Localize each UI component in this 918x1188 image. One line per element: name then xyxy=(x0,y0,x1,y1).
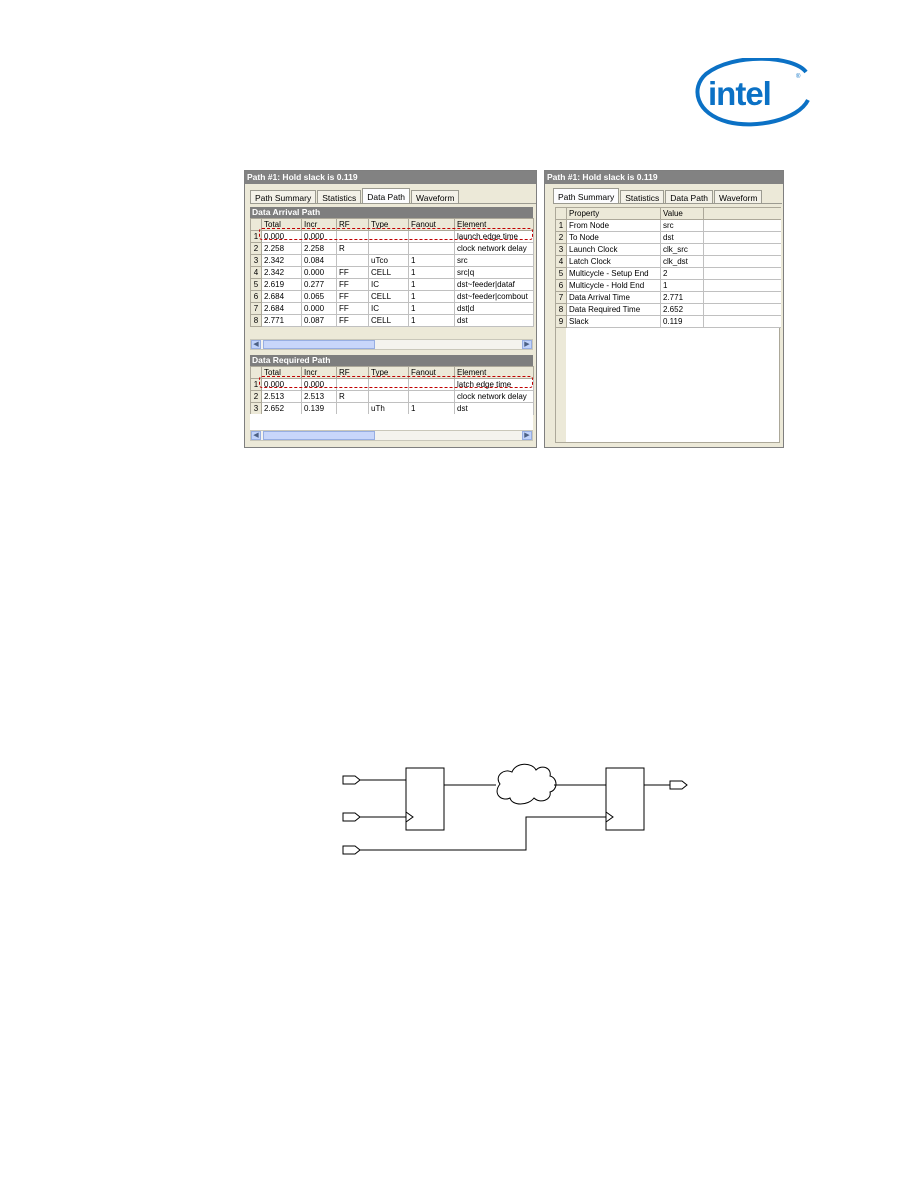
summary-row[interactable] xyxy=(556,280,781,292)
cell-element: latch edge time xyxy=(455,379,534,391)
summary-row[interactable] xyxy=(556,292,781,304)
latch-edge-highlight xyxy=(259,376,533,388)
tab-waveform[interactable]: Waveform xyxy=(411,190,459,204)
summary-row[interactable] xyxy=(556,256,781,268)
src-register xyxy=(406,768,444,830)
column-header-incr[interactable]: Incr xyxy=(302,367,337,379)
cell-blank xyxy=(704,280,781,292)
arrival-row[interactable] xyxy=(251,303,534,315)
cell-incr: 2.258 xyxy=(302,243,337,255)
row-number: 8 xyxy=(556,304,567,316)
cell-rf xyxy=(337,403,369,415)
arrival-row[interactable] xyxy=(251,267,534,279)
row-number: 1 xyxy=(251,231,262,243)
required-horizontal-scrollbar[interactable] xyxy=(250,430,533,441)
cell-type: uTh xyxy=(369,403,409,415)
cell-total: 2.619 xyxy=(262,279,302,291)
column-header-incr[interactable]: Incr xyxy=(302,219,337,231)
cell-element: dst~feeder|combout xyxy=(455,291,534,303)
cell-blank xyxy=(704,256,781,268)
row-number: 7 xyxy=(251,303,262,315)
cell-total: 2.771 xyxy=(262,315,302,327)
dst-register xyxy=(606,768,644,830)
row-number-header xyxy=(556,208,567,220)
cell-rf: R xyxy=(337,391,369,403)
circuit-diagram xyxy=(336,758,696,858)
cell-property: Launch Clock xyxy=(567,244,661,256)
cell-value: clk_dst xyxy=(661,256,704,268)
scroll-left-button[interactable]: ◀ xyxy=(251,431,261,440)
cell-rf: FF xyxy=(337,315,369,327)
cell-value: 1 xyxy=(661,280,704,292)
cell-type: IC xyxy=(369,279,409,291)
tab-data-path[interactable]: Data Path xyxy=(362,188,410,204)
cell-incr: 0.139 xyxy=(302,403,337,415)
cell-total: 2.342 xyxy=(262,267,302,279)
cell-fanout: 1 xyxy=(409,303,455,315)
cell-rf: FF xyxy=(337,267,369,279)
cell-total: 0.000 xyxy=(262,231,302,243)
cell-property: Slack xyxy=(567,316,661,328)
row-number: 2 xyxy=(251,243,262,255)
column-header-value[interactable]: Value xyxy=(661,208,704,220)
summary-row[interactable] xyxy=(556,304,781,316)
cell-incr: 0.087 xyxy=(302,315,337,327)
left-timing-panel xyxy=(244,170,537,448)
cell-total: 2.258 xyxy=(262,243,302,255)
tab-path-summary[interactable]: Path Summary xyxy=(250,190,316,204)
cell-total: 2.684 xyxy=(262,303,302,315)
cell-fanout: 1 xyxy=(409,291,455,303)
cell-incr: 2.513 xyxy=(302,391,337,403)
cell-rf: R xyxy=(337,243,369,255)
required-path-heading: Data Required Path xyxy=(250,355,533,366)
summary-row[interactable] xyxy=(556,316,781,328)
cell-type xyxy=(369,391,409,403)
cell-fanout: 1 xyxy=(409,315,455,327)
cell-incr: 0.000 xyxy=(302,303,337,315)
cell-blank xyxy=(704,232,781,244)
arrival-row[interactable] xyxy=(251,315,534,327)
summary-row[interactable] xyxy=(556,232,781,244)
required-row[interactable] xyxy=(251,403,534,415)
row-number: 4 xyxy=(556,256,567,268)
column-header-property[interactable]: Property xyxy=(567,208,661,220)
cell-type: uTco xyxy=(369,255,409,267)
cell-property: From Node xyxy=(567,220,661,232)
arrival-horizontal-scrollbar[interactable] xyxy=(250,339,533,350)
cell-incr: 0.000 xyxy=(302,267,337,279)
cell-fanout: 1 xyxy=(409,279,455,291)
tab-statistics[interactable]: Statistics xyxy=(620,190,664,204)
row-number: 1 xyxy=(556,220,567,232)
dst-clock-triangle xyxy=(606,812,613,822)
row-number: 8 xyxy=(251,315,262,327)
cell-property: Data Arrival Time xyxy=(567,292,661,304)
cell-property: Multicycle - Hold End xyxy=(567,280,661,292)
cell-fanout xyxy=(409,243,455,255)
cell-property: To Node xyxy=(567,232,661,244)
arrival-row[interactable] xyxy=(251,279,534,291)
row-number: 2 xyxy=(556,232,567,244)
row-number: 2 xyxy=(251,391,262,403)
row-number: 5 xyxy=(251,279,262,291)
cell-fanout: 1 xyxy=(409,267,455,279)
input-port-clk-src xyxy=(343,813,360,821)
cell-rf: FF xyxy=(337,303,369,315)
column-header-element[interactable]: Element xyxy=(455,367,534,379)
cell-rf: FF xyxy=(337,279,369,291)
cell-element: dst xyxy=(455,315,534,327)
column-header-fanout[interactable]: Fanout xyxy=(409,219,455,231)
intel-logo xyxy=(694,58,812,130)
cell-type: CELL xyxy=(369,315,409,327)
path-summary-table xyxy=(555,207,781,328)
column-header-fanout[interactable]: Fanout xyxy=(409,367,455,379)
left-tab-strip xyxy=(250,188,460,204)
left-panel-title: Path #1: Hold slack is 0.119 xyxy=(245,171,536,184)
output-port xyxy=(670,781,687,789)
cell-element: dst|d xyxy=(455,303,534,315)
cell-element: dst xyxy=(455,403,534,415)
scroll-right-button[interactable]: ▶ xyxy=(522,431,532,440)
scroll-thumb[interactable] xyxy=(263,431,375,440)
input-port-clk-dst xyxy=(343,846,360,854)
cell-blank xyxy=(704,292,781,304)
logic-cloud xyxy=(497,764,556,804)
arrival-row[interactable] xyxy=(251,291,534,303)
required-path-table xyxy=(250,366,534,415)
row-number: 3 xyxy=(556,244,567,256)
column-header-element[interactable]: Element xyxy=(455,219,534,231)
cell-incr: 0.000 xyxy=(302,231,337,243)
src-clock-triangle xyxy=(406,812,413,822)
cell-property: Latch Clock xyxy=(567,256,661,268)
tab-statistics[interactable]: Statistics xyxy=(317,190,361,204)
cell-value: 2.771 xyxy=(661,292,704,304)
cell-incr: 0.084 xyxy=(302,255,337,267)
row-number: 3 xyxy=(251,403,262,415)
row-number: 1 xyxy=(251,379,262,391)
cell-element: src|q xyxy=(455,267,534,279)
cell-type: IC xyxy=(369,303,409,315)
cell-fanout: 1 xyxy=(409,403,455,415)
column-header-type[interactable]: Type xyxy=(369,219,409,231)
cell-type: CELL xyxy=(369,291,409,303)
cell-property: Multicycle - Setup End xyxy=(567,268,661,280)
tab-path-summary[interactable]: Path Summary xyxy=(553,188,619,204)
cell-fanout: 1 xyxy=(409,255,455,267)
column-header-blank xyxy=(704,208,781,220)
scroll-left-button[interactable]: ◀ xyxy=(251,340,261,349)
cell-type: CELL xyxy=(369,267,409,279)
right-panel-title: Path #1: Hold slack is 0.119 xyxy=(545,171,783,184)
row-number: 5 xyxy=(556,268,567,280)
cell-element: src xyxy=(455,255,534,267)
column-header-total[interactable]: Total xyxy=(262,219,302,231)
arrival-row[interactable] xyxy=(251,255,534,267)
cell-element: launch edge time xyxy=(455,231,534,243)
required-row[interactable] xyxy=(251,391,534,403)
summary-row[interactable] xyxy=(556,244,781,256)
right-tab-strip xyxy=(553,188,763,204)
column-header-rf[interactable]: RF xyxy=(337,219,369,231)
row-number: 7 xyxy=(556,292,567,304)
summary-row[interactable] xyxy=(556,268,781,280)
scroll-right-button[interactable]: ▶ xyxy=(522,340,532,349)
cell-value: src xyxy=(661,220,704,232)
input-port-data xyxy=(343,776,360,784)
row-number: 4 xyxy=(251,267,262,279)
column-header-type[interactable]: Type xyxy=(369,367,409,379)
column-header-total[interactable]: Total xyxy=(262,367,302,379)
cell-total: 2.513 xyxy=(262,391,302,403)
cell-blank xyxy=(704,304,781,316)
row-number: 9 xyxy=(556,316,567,328)
cell-blank xyxy=(704,316,781,328)
tab-waveform[interactable]: Waveform xyxy=(714,190,762,204)
cell-value: dst xyxy=(661,232,704,244)
svg-text:®: ® xyxy=(796,74,801,80)
right-timing-panel xyxy=(544,170,784,448)
cell-total: 2.684 xyxy=(262,291,302,303)
svg-text:intel: intel xyxy=(708,75,771,112)
cell-element: clock network delay xyxy=(455,391,534,403)
cell-incr: 0.000 xyxy=(302,379,337,391)
arrival-path-heading: Data Arrival Path xyxy=(250,207,533,218)
summary-header-row xyxy=(556,208,781,220)
cell-property: Data Required Time xyxy=(567,304,661,316)
cell-incr: 0.065 xyxy=(302,291,337,303)
cell-rf xyxy=(337,255,369,267)
scroll-thumb[interactable] xyxy=(263,340,375,349)
cell-total: 0.000 xyxy=(262,379,302,391)
cell-element: clock network delay xyxy=(455,243,534,255)
cell-blank xyxy=(704,244,781,256)
cell-value: 2 xyxy=(661,268,704,280)
cell-total: 2.342 xyxy=(262,255,302,267)
row-number: 6 xyxy=(251,291,262,303)
cell-blank xyxy=(704,268,781,280)
cell-value: 2.652 xyxy=(661,304,704,316)
cell-value: clk_src xyxy=(661,244,704,256)
arrival-row[interactable] xyxy=(251,243,534,255)
cell-rf: FF xyxy=(337,291,369,303)
cell-element: dst~feeder|dataf xyxy=(455,279,534,291)
cell-fanout xyxy=(409,391,455,403)
cell-type xyxy=(369,243,409,255)
cell-value: 0.119 xyxy=(661,316,704,328)
summary-row[interactable] xyxy=(556,220,781,232)
row-number: 3 xyxy=(251,255,262,267)
cell-blank xyxy=(704,220,781,232)
tab-data-path[interactable]: Data Path xyxy=(665,190,713,204)
launch-edge-highlight xyxy=(259,228,533,240)
cell-total: 2.652 xyxy=(262,403,302,415)
row-number: 6 xyxy=(556,280,567,292)
cell-incr: 0.277 xyxy=(302,279,337,291)
column-header-rf[interactable]: RF xyxy=(337,367,369,379)
